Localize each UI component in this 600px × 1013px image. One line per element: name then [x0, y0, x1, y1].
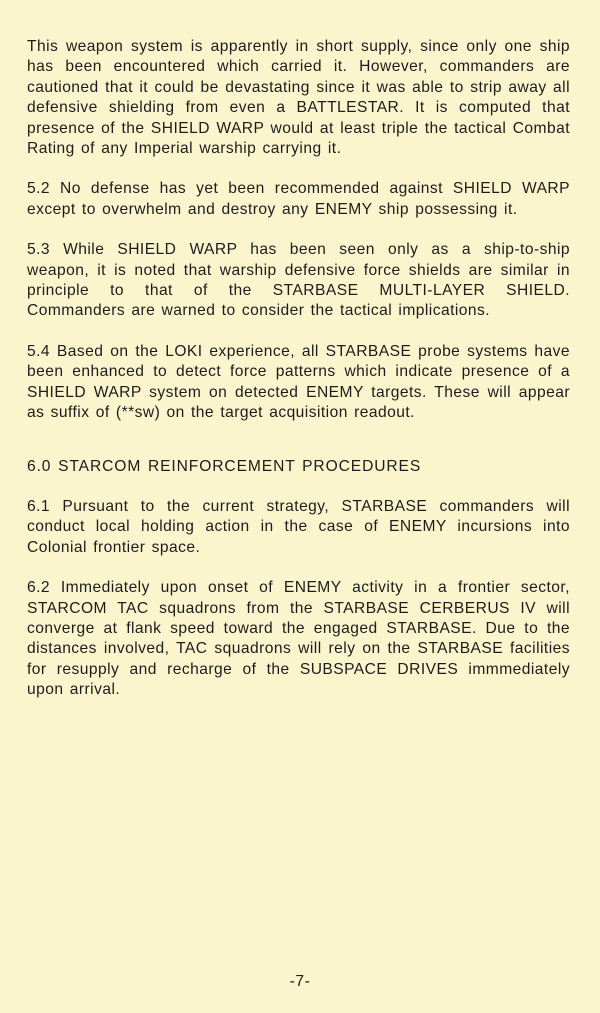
paragraph-6-1: 6.1 Pursuant to the current strategy, STARBASE commanders will conduct local holding action in the case of ENEMY incursions into Colonial frontier space. — [27, 497, 570, 556]
section-heading-6-0: 6.0 STARCOM REINFORCEMENT PROCEDURES — [27, 457, 422, 475]
document-page — [27, 37, 570, 721]
paragraph-shield-warp-intro: This weapon system is apparently in short supply, since only one ship has been encountered which carried it. However, commanders are cautioned that it could be devastating since it was able to strip away all defensive shielding from even a BATTLESTAR. It is computed that presence of the SHIELD WARP would at least triple the tactical Combat Rating of any Imperial warship carrying it. — [27, 38, 570, 158]
paragraph-5-3: 5.3 While SHIELD WARP has been seen only as a ship-to-ship weapon, it is noted that warship defensive force shields are similar in principle to that of the STARBASE MULTI-LAYER SHIELD. Commanders are warned to consider the tactical implications. — [27, 241, 570, 320]
paragraph-5-4: 5.4 Based on the LOKI experience, all STARBASE probe systems have been enhanced to detect force patterns which indicate presence of a SHIELD WARP system on detected ENEMY targets. These will appear as suffix of (**sw) on the target acquisition readout. — [27, 342, 570, 422]
page-number: -7- — [289, 973, 311, 990]
paragraph-5-2: 5.2 No defense has yet been recommended against SHIELD WARP except to overwhelm and destroy any ENEMY ship possessing it. — [27, 180, 570, 218]
paragraph-6-2: 6.2 Immediately upon onset of ENEMY activity in a frontier sector, STARCOM TAC squadrons from the STARBASE CERBERUS IV will converge at flank speed toward the engaged STARBASE. Due to the distances involved, TAC squadrons will rely on the STARBASE facilities for resupply and recharge of the SUBSPACE DRIVES immmediately upon arrival. — [27, 579, 570, 699]
